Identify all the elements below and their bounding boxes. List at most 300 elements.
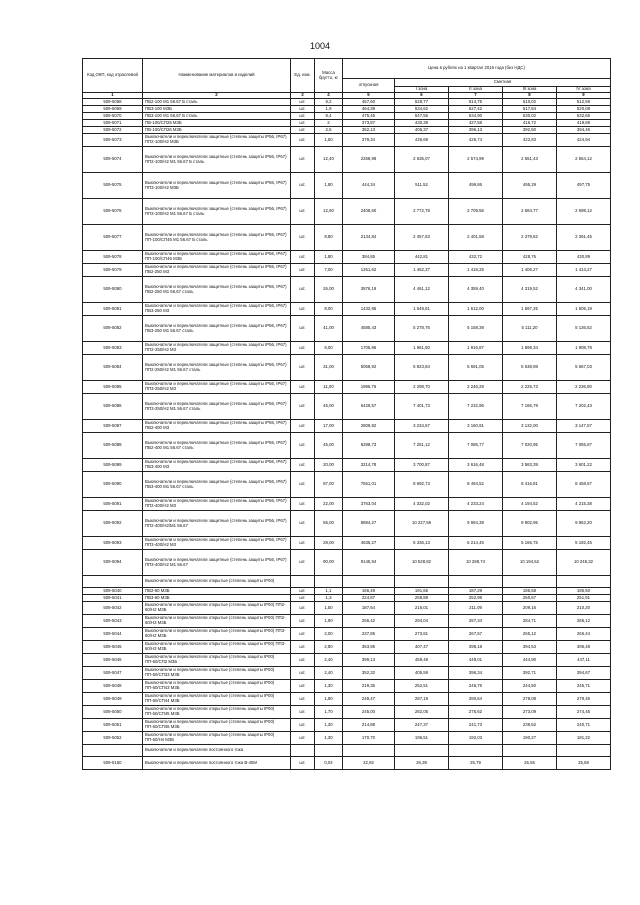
header-unit: Ед. изм.: [291, 59, 315, 93]
cell-zone-2-price: [449, 576, 503, 588]
cell-zone-1-price: 2 772,78: [395, 199, 449, 225]
table-row: [83, 225, 611, 251]
cell-code: 509-5068: [83, 99, 143, 106]
cell-name: ПВ2-60 М3Б: [143, 588, 291, 595]
cell-release-price: 4585,43: [343, 316, 395, 342]
cell-name: Выключатели и переключатели открытые (степень защиты IP00) ПП2-60/Н2 М3Б: [143, 602, 291, 615]
cell-zone-2-price: 241,73: [449, 719, 503, 732]
table-row: [83, 628, 611, 641]
price-table: [82, 58, 611, 770]
table-row: [83, 588, 611, 595]
cell-zone-3-price: 10 194,62: [503, 550, 557, 576]
cell-zone-2-price: 2 401,58: [449, 225, 503, 251]
header-name: Наименование материалов и изделий: [143, 59, 291, 93]
cell-zone-4-price: 2 564,12: [557, 147, 611, 173]
cell-zone-4-price: 251,91: [557, 595, 611, 602]
cell-mass: 1,90: [315, 693, 343, 706]
cell-name: Выключатели и переключатели защитные (степень защиты IP56, IP67) ПП2-400/Н2/М1 56.67: [143, 511, 291, 537]
cell-unit: шт.: [291, 113, 315, 120]
cell-code: 509-5086: [83, 394, 143, 420]
cell-release-price: 3214,78: [343, 459, 395, 472]
cell-zone-3-price: 7 020,95: [503, 433, 557, 459]
cell-zone-4-price: 4 341,00: [557, 277, 611, 303]
cell-unit: шт.: [291, 732, 315, 745]
cell-zone-2-price: 396,13: [449, 127, 503, 134]
header-zone-1: I зона: [395, 87, 449, 93]
cell-zone-1-price: 3 700,87: [395, 459, 449, 472]
cell-zone-4-price: 418,89: [557, 120, 611, 127]
table-row: [83, 120, 611, 127]
cell-zone-3-price: 495,29: [503, 173, 557, 199]
cell-release-price: [343, 576, 395, 588]
cell-mass: [315, 745, 343, 757]
cell-unit: шт.: [291, 277, 315, 303]
cell-release-price: 399,13: [343, 654, 395, 667]
cell-name: Выключатели и переключатели открытые (степень защиты IP00) ПП-60/СП45 М3Б: [143, 706, 291, 719]
cell-zone-4-price: 3 147,57: [557, 420, 611, 433]
table-row: [83, 394, 611, 420]
cell-unit: шт.: [291, 355, 315, 381]
cell-code: 509-5083: [83, 342, 143, 355]
cell-release-price: 352,13: [343, 127, 395, 134]
cell-zone-1-price: 405,59: [395, 667, 449, 680]
cell-name: Выключатели и переключатели открытые (степень защиты IP00) ПП3-60/Н3 М3Б: [143, 641, 291, 654]
cell-unit: шт.: [291, 173, 315, 199]
cell-name: Выключатели и переключатели открытые (степень защиты IP00) ПП-60/СП44 М3Б: [143, 693, 291, 706]
cell-zone-4-price: 4 215,38: [557, 498, 611, 511]
cell-unit: шт.: [291, 550, 315, 576]
cell-zone-3-price: 4 319,52: [503, 277, 557, 303]
cell-zone-2-price: 3 160,91: [449, 420, 503, 433]
cell-unit: шт.: [291, 511, 315, 537]
cell-zone-1-price: 4 461,12: [395, 277, 449, 303]
cell-zone-4-price: 186,50: [557, 588, 611, 595]
cell-release-price: 444,34: [343, 173, 395, 199]
cell-mass: 2,80: [315, 641, 343, 654]
cell-name: Выключатели и переключатели защитные (степень защиты IP56, IP67) ПВ3-400 М1 56.67 сталь: [143, 472, 291, 498]
table-row: [83, 303, 611, 316]
section-row: [83, 745, 611, 757]
cell-zone-3-price: 5 111,20: [503, 316, 557, 342]
cell-mass: 2,40: [315, 667, 343, 680]
table-row: [83, 127, 611, 134]
cell-zone-1-price: 1 649,61: [395, 303, 449, 316]
header-estimate: Сметная: [395, 79, 611, 87]
cell-zone-1-price: 26,39: [395, 757, 449, 770]
cell-zone-2-price: 5 691,05: [449, 355, 503, 381]
cell-name: Выключатели и переключатели открытые (степень защиты IP00): [143, 576, 291, 588]
cell-unit: шт.: [291, 420, 315, 433]
cell-name: Выключатели и переключатели защитные (степень защиты IP56, IP67) ПП3-250/Н2 М1 56.67 сталь: [143, 394, 291, 420]
cell-unit: шт.: [291, 472, 315, 498]
cell-unit: шт.: [291, 588, 315, 595]
table-row: [83, 459, 611, 472]
cell-zone-3-price: 2 225,73: [503, 381, 557, 394]
cell-release-price: 1705,96: [343, 342, 395, 355]
cell-code: 509-5089: [83, 459, 143, 472]
cell-zone-3-price: 422,83: [503, 134, 557, 147]
cell-unit: шт.: [291, 602, 315, 615]
cell-mass: 9,00: [315, 342, 343, 355]
cell-name: Выключатели и переключатели защитные (степень защиты IP56, IP67) ПП-100/СП46 М1 56.67 Б сталь: [143, 225, 291, 251]
cell-mass: [315, 576, 343, 588]
cell-release-price: 187,64: [343, 602, 395, 615]
cell-unit: шт.: [291, 459, 315, 472]
cell-zone-1-price: 191,66: [395, 588, 449, 595]
cell-zone-2-price: 7 085,77: [449, 433, 503, 459]
cell-zone-2-price: 246,76: [449, 680, 503, 693]
cell-mass: 55,00: [315, 511, 343, 537]
cell-name: Выключатели и переключатели защитные (степень защиты IP56, IP67) ПП2-400/Н2 М3: [143, 498, 291, 511]
cell-zone-2-price: 449,01: [449, 654, 503, 667]
cell-code: 509-5071: [83, 120, 143, 127]
cell-zone-3-price: 190,27: [503, 732, 557, 745]
cell-mass: 1,30: [315, 732, 343, 745]
cell-mass: 1,90: [315, 615, 343, 628]
cell-zone-1-price: 2 298,70: [395, 381, 449, 394]
cell-unit: шт.: [291, 264, 315, 277]
cell-code: 509-5090: [83, 472, 143, 498]
cell-release-price: 2268,98: [343, 147, 395, 173]
cell-zone-4-price: 10 245,32: [557, 550, 611, 576]
cell-zone-2-price: 2 246,28: [449, 381, 503, 394]
cell-zone-2-price: 5 214,46: [449, 537, 503, 550]
cell-zone-4-price: 2 236,80: [557, 381, 611, 394]
cell-zone-1-price: 7 251,12: [395, 433, 449, 459]
cell-release-price: 170,70: [343, 732, 395, 745]
cell-name: Выключатели и переключатели открытые (степень защиты IP00) ПП-60/СП33 М3Б: [143, 667, 291, 680]
cell-zone-4-price: 25,68: [557, 757, 611, 770]
cell-release-price: 475,45: [343, 113, 395, 120]
cell-zone-2-price: 280,64: [449, 693, 503, 706]
cell-zone-3-price: 284,71: [503, 615, 557, 628]
cell-code: 509-5073: [83, 134, 143, 147]
cell-unit: шт.: [291, 199, 315, 225]
cell-unit: шт.: [291, 147, 315, 173]
cell-zone-4-price: 424,94: [557, 134, 611, 147]
cell-mass: 1,80: [315, 251, 343, 264]
table-row: [83, 667, 611, 680]
cell-name: Выключатели и переключатели открытые (степень защиты IP00) ПП-60/СП43 М3Б: [143, 680, 291, 693]
cell-zone-4-price: 286,12: [557, 615, 611, 628]
cell-code: 509-5082: [83, 316, 143, 342]
cell-zone-3-price: 244,50: [503, 680, 557, 693]
cell-release-price: 237,85: [343, 628, 395, 641]
cell-zone-1-price: 405,37: [395, 127, 449, 134]
cell-name: Выключатели и переключатели защитные (степень защиты IP56, IP67) ПВ3-250 М1 56.67 сталь: [143, 316, 291, 342]
cell-name: Выключатели и переключатели открытые (степень защиты IP00) ПП-60/Н4 М3Б: [143, 732, 291, 745]
cell-zone-4-price: 266,44: [557, 628, 611, 641]
column-index: 9: [557, 93, 611, 99]
cell-zone-4-price: 1 413,27: [557, 264, 611, 277]
cell-zone-1-price: 547,56: [395, 113, 449, 120]
cell-release-price: 6429,57: [343, 394, 395, 420]
cell-zone-3-price: [503, 576, 557, 588]
cell-zone-2-price: 211,09: [449, 602, 503, 615]
cell-release-price: 2134,84: [343, 225, 395, 251]
cell-zone-4-price: 274,45: [557, 706, 611, 719]
cell-code: 509-5087: [83, 420, 143, 433]
cell-mass: 2: [315, 120, 343, 127]
table-row: [83, 173, 611, 199]
table-row: [83, 654, 611, 667]
header-price-group: Цена в рублях на 1 квартал 2016 года (без НДС): [343, 59, 611, 79]
cell-release-price: 219,35: [343, 680, 395, 693]
cell-code: 509-5046: [83, 654, 143, 667]
cell-mass: 1,50: [315, 134, 343, 147]
cell-name: Выключатели и переключатели открытые (степень защиты IP00) ПП-60/СП2 М3Б: [143, 654, 291, 667]
cell-zone-2-price: 10 288,74: [449, 550, 503, 576]
cell-release-price: 166,49: [343, 588, 395, 595]
cell-release-price: 8884,27: [343, 511, 395, 537]
cell-code: 509-5069: [83, 106, 143, 113]
cell-release-price: 384,65: [343, 251, 395, 264]
cell-name: Выключатели и переключатели постоянного тока: [143, 745, 291, 757]
cell-zone-4-price: 5 136,62: [557, 316, 611, 342]
cell-code: 509-5076: [83, 199, 143, 225]
cell-zone-2-price: 3 616,48: [449, 459, 503, 472]
cell-zone-4-price: 245,71: [557, 680, 611, 693]
table-row: [83, 316, 611, 342]
cell-unit: шт.: [291, 106, 315, 113]
cell-zone-1-price: 436,69: [395, 134, 449, 147]
cell-mass: 8,80: [315, 225, 343, 251]
cell-name: Выключатели и переключатели защитные (степень защиты IP56, IP67) ПП2-250/Н2 М3: [143, 342, 291, 355]
cell-code: 509-5051: [83, 719, 143, 732]
table-row: [83, 264, 611, 277]
table-row: [83, 680, 611, 693]
cell-unit: шт.: [291, 654, 315, 667]
cell-release-price: 379,34: [343, 134, 395, 147]
cell-code: 509-5048: [83, 680, 143, 693]
cell-unit: шт.: [291, 134, 315, 147]
cell-zone-3-price: 5 638,98: [503, 355, 557, 381]
table-row: [83, 550, 611, 576]
cell-release-price: 249,47: [343, 693, 395, 706]
cell-name: Выключатели и переключатели защитные (степень защиты IP56, IP67) ПВ3-250 М3: [143, 303, 291, 316]
cell-unit: шт.: [291, 498, 315, 511]
cell-unit: шт.: [291, 316, 315, 342]
cell-code: 509-5077: [83, 225, 143, 251]
cell-mass: 7,00: [315, 264, 343, 277]
cell-zone-3-price: [503, 745, 557, 757]
cell-name: Выключатели и переключатели защитные (степень защиты IP56, IP67) ПП3-100/Н2 М3Б: [143, 173, 291, 199]
header-code: Код ОКП, код отраслевой: [83, 59, 143, 93]
table-row: [83, 277, 611, 303]
table-row: [83, 106, 611, 113]
table-row: [83, 732, 611, 745]
cell-zone-3-price: 510,02: [503, 99, 557, 106]
table-row: [83, 113, 611, 120]
cell-zone-3-price: 2 684,77: [503, 199, 557, 225]
cell-zone-2-price: 9 994,38: [449, 511, 503, 537]
cell-release-price: 22,92: [343, 757, 395, 770]
table-row: [83, 706, 611, 719]
section-row: [83, 576, 611, 588]
table-row: [83, 511, 611, 537]
cell-zone-3-price: 185,58: [503, 588, 557, 595]
cell-zone-2-price: 499,86: [449, 173, 503, 199]
cell-zone-3-price: 392,71: [503, 667, 557, 680]
cell-mass: 22,00: [315, 498, 343, 511]
table-row: [83, 719, 611, 732]
cell-zone-4-price: 394,46: [557, 127, 611, 134]
cell-release-price: 214,88: [343, 719, 395, 732]
cell-zone-2-price: 527,42: [449, 106, 503, 113]
cell-zone-2-price: 187,29: [449, 588, 503, 595]
cell-zone-4-price: 9 952,20: [557, 511, 611, 537]
cell-mass: 1,30: [315, 680, 343, 693]
cell-mass: 8,00: [315, 303, 343, 316]
cell-zone-1-price: 3 234,67: [395, 420, 449, 433]
cell-mass: 1,50: [315, 602, 343, 615]
cell-name: ПВ-100/СП26 М3Б: [143, 127, 291, 134]
cell-zone-2-price: 514,75: [449, 99, 503, 106]
cell-zone-1-price: 1 452,37: [395, 264, 449, 277]
cell-unit: шт.: [291, 641, 315, 654]
cell-unit: шт.: [291, 99, 315, 106]
cell-zone-3-price: 4 194,52: [503, 498, 557, 511]
cell-mass: 26,00: [315, 277, 343, 303]
cell-zone-2-price: 426,74: [449, 134, 503, 147]
cell-name: ПВ3-60 М3Б: [143, 595, 291, 602]
cell-zone-3-price: 265,12: [503, 628, 557, 641]
cell-zone-2-price: 432,72: [449, 251, 503, 264]
cell-unit: шт.: [291, 120, 315, 127]
table-row: [83, 99, 611, 106]
cell-name: Выключатели и переключатели открытые (степень защиты IP00) ПП2-60/Н3 М3Б: [143, 615, 291, 628]
cell-zone-4-price: 2 391,45: [557, 225, 611, 251]
cell-name: Выключатели и переключатели защитные (степень защиты IP56, IP67) ПВ2-400 М3: [143, 420, 291, 433]
cell-zone-2-price: 396,34: [449, 667, 503, 680]
cell-name: Выключатели и переключатели защитные (степень защиты IP56, IP67) ПП3-400/Н2 М3: [143, 537, 291, 550]
cell-code: 509-5074: [83, 147, 143, 173]
cell-mass: 2,00: [315, 628, 343, 641]
cell-zone-3-price: 394,53: [503, 641, 557, 654]
cell-zone-4-price: 5 192,45: [557, 537, 611, 550]
cell-unit: шт.: [291, 719, 315, 732]
cell-zone-3-price: 3 132,00: [503, 420, 557, 433]
cell-unit: шт.: [291, 127, 315, 134]
cell-release-price: 352,32: [343, 667, 395, 680]
cell-mass: 45,00: [315, 433, 343, 459]
cell-zone-3-price: 250,67: [503, 595, 557, 602]
cell-zone-1-price: 5 278,76: [395, 316, 449, 342]
cell-unit: шт.: [291, 693, 315, 706]
cell-name: ПВ-100/СП25 М3Б: [143, 120, 291, 127]
cell-name: ПВ2-100 М1 56.67 Б сталь: [143, 99, 291, 106]
cell-code: 509-5092: [83, 511, 143, 537]
cell-name: Выключатели и переключатели постоянного тока В-45М: [143, 757, 291, 770]
cell-name: Выключатели и переключатели защитные (степень защиты IP56, IP67) ПП2-250/Н2 М1 56.67 сталь: [143, 355, 291, 381]
cell-zone-4-price: [557, 745, 611, 757]
cell-release-price: 5058,92: [343, 355, 395, 381]
cell-code: 509-5150: [83, 757, 143, 770]
cell-mass: 9,4: [315, 113, 343, 120]
cell-name: Выключатели и переключатели защитные (степень защиты IP56, IP67) ПП2-100/Н2 М1 56.67 Б сталь: [143, 147, 291, 173]
cell-unit: шт.: [291, 251, 315, 264]
cell-name: Выключатели и переключатели защитные (степень защиты IP56, IP67) ПВ2-250 М1 56.67 сталь: [143, 277, 291, 303]
header-mass: Масса брутто, кг: [315, 59, 343, 93]
cell-zone-1-price: 7 401,73: [395, 394, 449, 420]
table-row: [83, 355, 611, 381]
header-release: отпускная: [343, 79, 395, 93]
cell-zone-4-price: 497,75: [557, 173, 611, 199]
header-zone-2: II зона: [449, 87, 503, 93]
cell-zone-3-price: 9 902,95: [503, 511, 557, 537]
cell-zone-1-price: [395, 576, 449, 588]
cell-release-price: 353,95: [343, 641, 395, 654]
cell-zone-3-price: 7 166,79: [503, 394, 557, 420]
cell-name: Выключатели и переключатели защитные (степень защиты IP56, IP67) ПВ2-400 М1 56.67 сталь: [143, 433, 291, 459]
cell-release-price: 224,87: [343, 595, 395, 602]
table-row: [83, 595, 611, 602]
cell-zone-4-price: [557, 576, 611, 588]
cell-zone-4-price: 240,71: [557, 719, 611, 732]
cell-release-price: 1432,95: [343, 303, 395, 316]
table-row: [83, 537, 611, 550]
cell-code: 509-5040: [83, 588, 143, 595]
cell-code: 509-5093: [83, 537, 143, 550]
cell-unit: [291, 745, 315, 757]
cell-zone-2-price: [449, 745, 503, 757]
cell-zone-3-price: 2 379,62: [503, 225, 557, 251]
cell-zone-1-price: 287,19: [395, 693, 449, 706]
cell-release-price: 2408,60: [343, 199, 395, 225]
cell-zone-1-price: 2 457,63: [395, 225, 449, 251]
cell-code: 509-5078: [83, 251, 143, 264]
header-zone-3: III зона: [503, 87, 557, 93]
cell-zone-1-price: 2 635,07: [395, 147, 449, 173]
cell-zone-4-price: 2 698,12: [557, 199, 611, 225]
cell-unit: шт.: [291, 303, 315, 316]
cell-mass: 9,2: [315, 99, 343, 106]
cell-unit: [291, 576, 315, 588]
cell-zone-1-price: 10 528,82: [395, 550, 449, 576]
cell-zone-3-price: 273,09: [503, 706, 557, 719]
cell-zone-2-price: 7 232,96: [449, 394, 503, 420]
cell-zone-4-price: 210,20: [557, 602, 611, 615]
cell-zone-4-price: 447,11: [557, 654, 611, 667]
cell-zone-3-price: 5 166,75: [503, 537, 557, 550]
cell-code: 509-5075: [83, 173, 143, 199]
cell-code: 509-5052: [83, 732, 143, 745]
cell-zone-1-price: 528,77: [395, 99, 449, 106]
cell-mass: 87,00: [315, 472, 343, 498]
table-row: [83, 757, 611, 770]
cell-mass: 12,40: [315, 147, 343, 173]
cell-zone-1-price: 459,48: [395, 654, 449, 667]
cell-name: ПВ3-100 М3Б: [143, 106, 291, 113]
cell-zone-4-price: 191,22: [557, 732, 611, 745]
cell-zone-4-price: 1 908,78: [557, 342, 611, 355]
cell-unit: шт.: [291, 628, 315, 641]
column-index: 7: [449, 93, 503, 99]
cell-release-price: 1261,62: [343, 264, 395, 277]
cell-zone-2-price: 1 916,87: [449, 342, 503, 355]
cell-zone-3-price: 2 551,43: [503, 147, 557, 173]
cell-code: 509-5084: [83, 355, 143, 381]
cell-zone-2-price: 8 494,52: [449, 472, 503, 498]
cell-mass: 1,3: [315, 595, 343, 602]
cell-code: 509-5043: [83, 615, 143, 628]
cell-zone-1-price: 407,47: [395, 641, 449, 654]
cell-mass: 2,5: [315, 127, 343, 134]
cell-zone-3-price: 209,16: [503, 602, 557, 615]
cell-code: 509-5080: [83, 277, 143, 303]
cell-mass: 2,40: [315, 654, 343, 667]
cell-unit: шт.: [291, 433, 315, 459]
